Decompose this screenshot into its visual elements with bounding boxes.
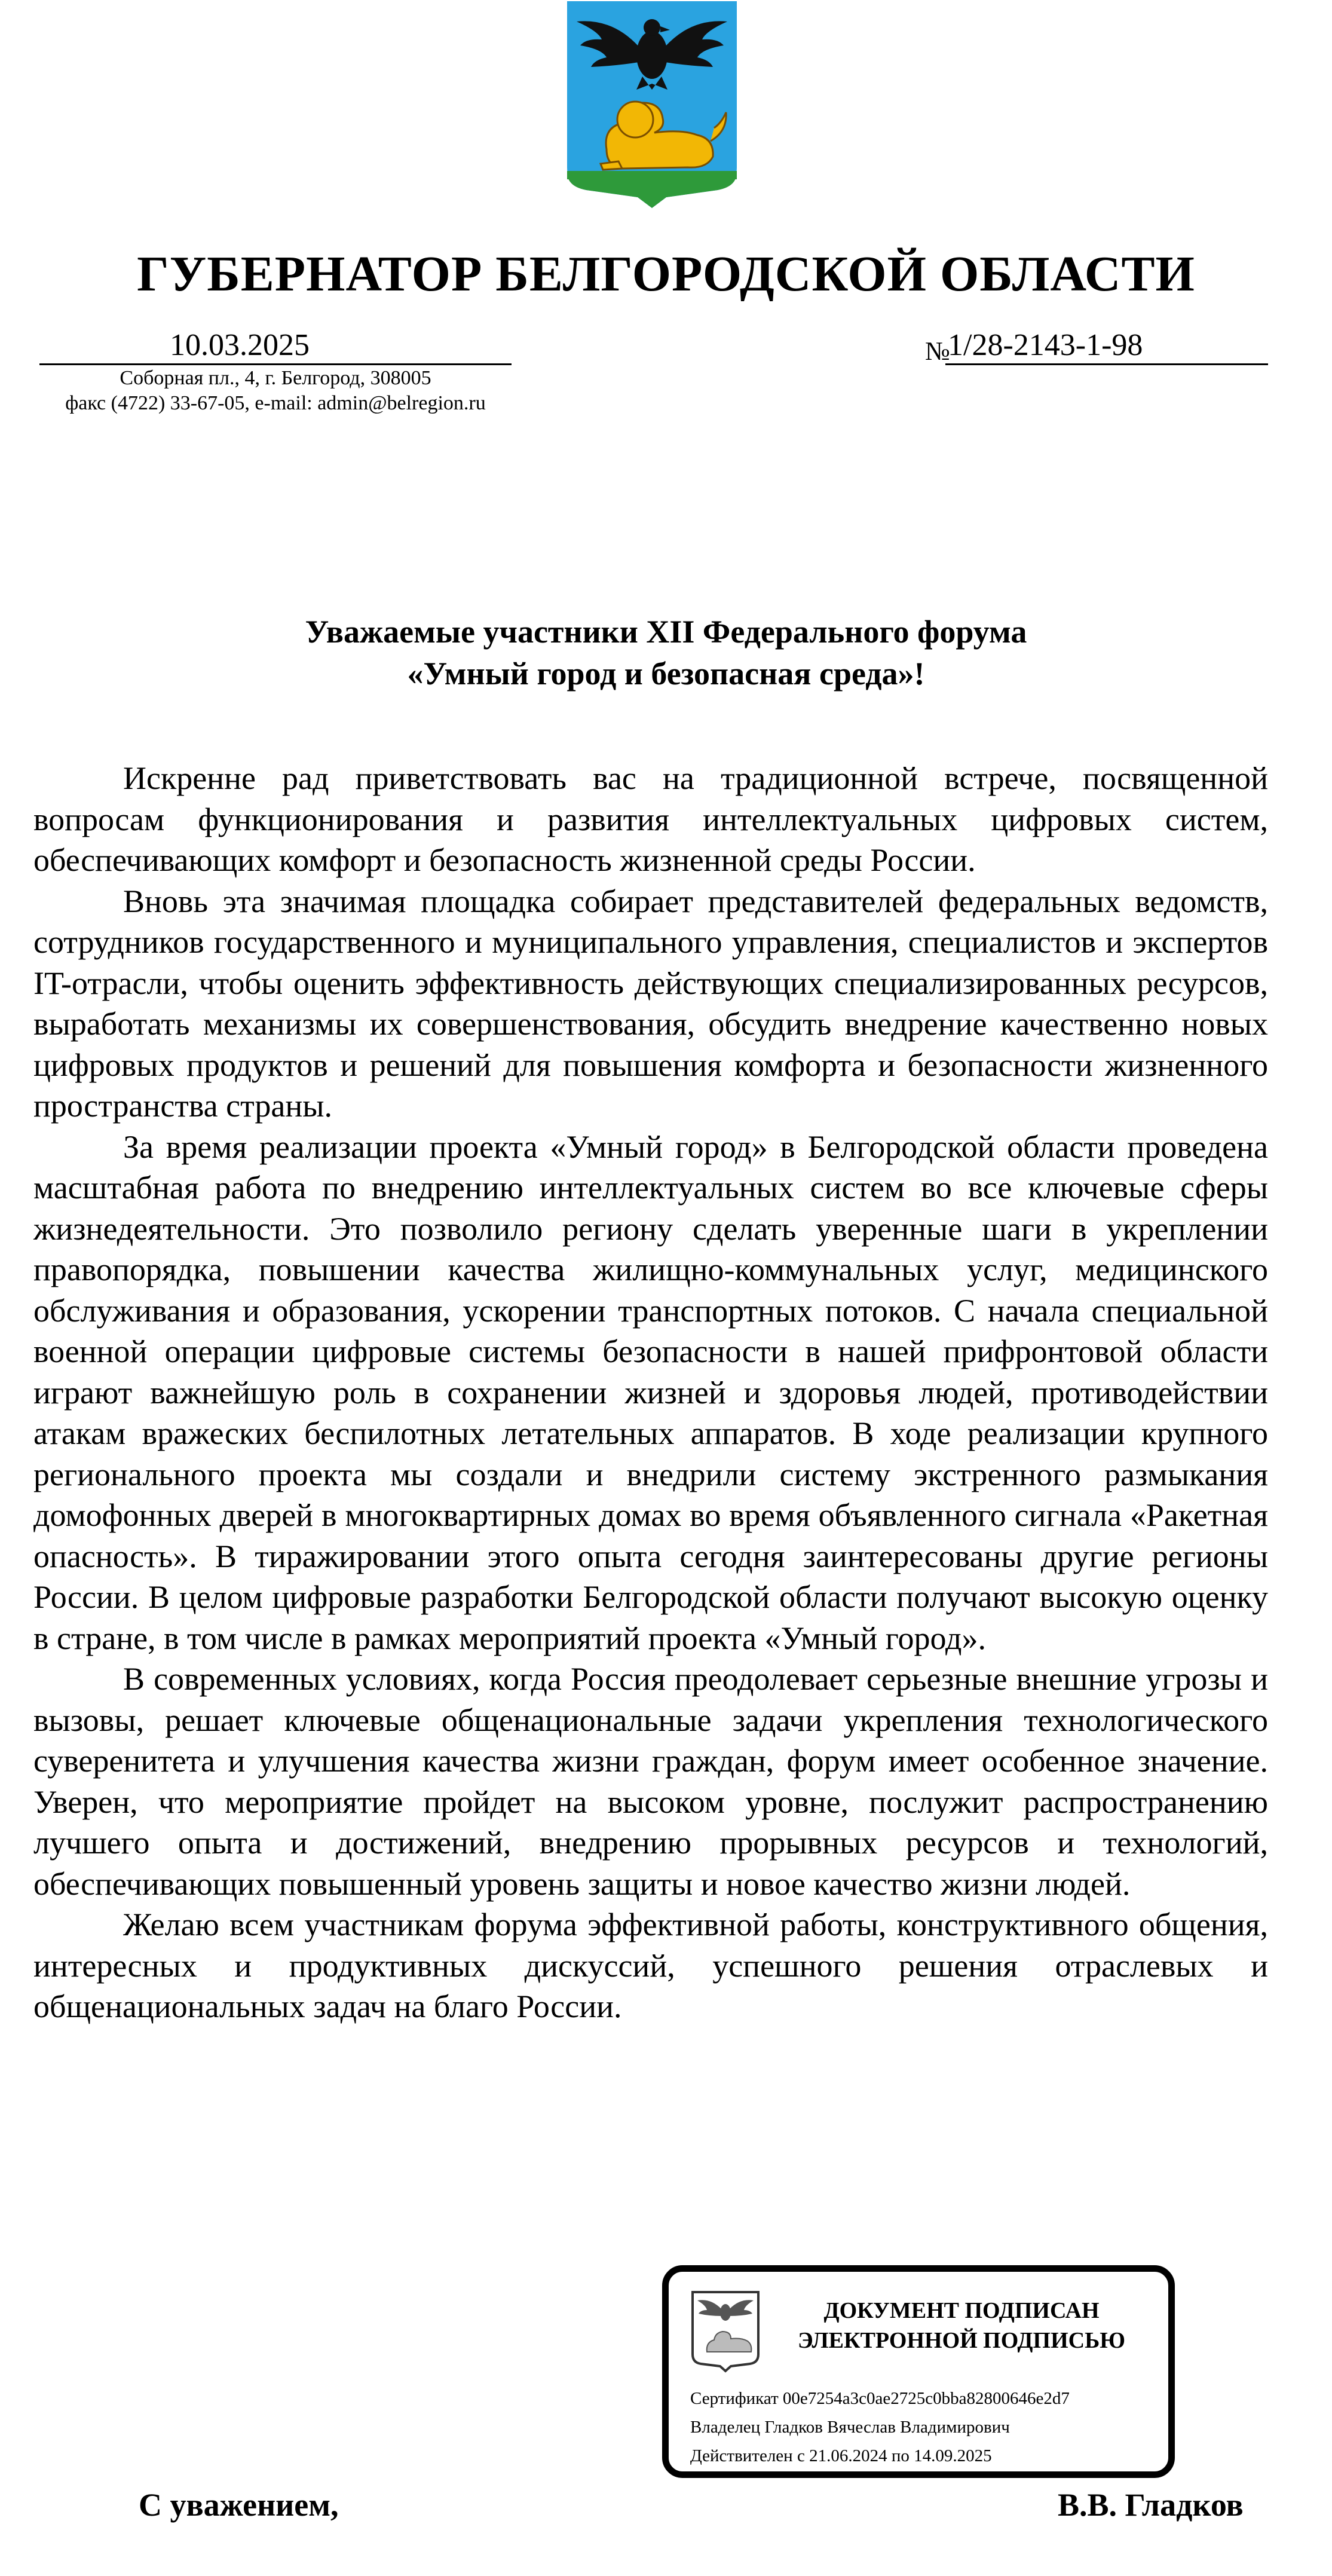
number-label: № xyxy=(925,336,950,366)
address-line: Соборная пл., 4, г. Белгород, 308005 xyxy=(120,367,431,389)
date-field xyxy=(39,328,512,365)
stamp-title xyxy=(770,2296,1153,2355)
greeting-line: Уважаемые участники XII Федерального форума xyxy=(305,614,1027,650)
coat-of-arms-emblem xyxy=(565,0,739,209)
letter-body xyxy=(33,758,1268,2027)
document-date: 10.03.2025 xyxy=(170,328,310,362)
stamp-title-line: ЭЛЕКТРОННОЙ ПОДПИСЬЮ xyxy=(797,2328,1126,2353)
greeting xyxy=(0,611,1332,695)
paragraph: Желаю всем участникам форума эффективной работы, конструктивного общения, интересных и продуктивных дискуссий, успешного решения отраслевых и общенациональных задач на благо России. xyxy=(33,1907,1268,2024)
certificate-line: Сертификат 00e7254a3c0ae2725c0bba82800646e2d7 xyxy=(690,2389,1070,2408)
closing-phrase: С уважением, xyxy=(139,2487,339,2523)
paragraph: В современных условиях, когда Россия преодолевает серьезные внешние угрозы и вызовы, решает ключевые общенациональные задачи укрепления технологического суверенитета и улучшения качества жизни граждан, форум имеет особенное значение. Уверен, что мероприятие пройдет на высоком уровне, послужит распространению лучшего опыта и достижений, внедрению прорывных ресурсов и технологий, обеспечивающих повышенный уровень защиты и новое качество жизни людей. xyxy=(33,1661,1268,1902)
stamp-emblem-icon xyxy=(690,2290,761,2373)
validity-line: Действителен с 21.06.2024 по 14.09.2025 xyxy=(690,2446,992,2465)
electronic-signature-stamp xyxy=(662,2265,1175,2478)
paragraph: Вновь эта значимая площадка собирает представителей федеральных ведомств, сотрудников государственного и муниципального управления, специалистов и экспертов IT-отрасли, чтобы оценить эффективность действующих специализированных ресурсов, выработать механизмы их совершенствования, обсудить внедрение качественно новых цифровых продуктов и решений для повышения комфорта и безопасности жизненного пространства страны. xyxy=(33,883,1268,1124)
paragraph: За время реализации проекта «Умный город» в Белгородской области проведена масштабная работа по внедрению интеллектуальных систем во все ключевые сферы жизнедеятельности. Это позволило региону сделать уверенные шаги в укреплении правопорядка, повышении качества жилищно-коммунальных услуг, медицинского обслуживания и образования, ускорении транспортных потоков. С начала специальной военной операции цифровые системы безопасности в нашей прифронтовой области играют важнейшую роль в сохранении жизней и здоровья людей, противодействии атакам вражеских беспилотных летательных аппаратов. В ходе реализации крупного регионального проекта мы создали и внедрили систему экстренного размыкания домофонных дверей в многоквартирных домах во время объявленного сигнала «Ракетная опасность». В тиражировании этого опыта сегодня заинтересованы другие регионы России. В целом цифровые разработки Белгородской области получают высокую оценку в стране, в том числе в рамках мероприятий проекта «Умный город». xyxy=(33,1128,1268,1656)
greeting-line: «Умный город и безопасная среда»! xyxy=(407,656,925,692)
paragraph: Искренне рад приветствовать вас на традиционной встрече, посвященной вопросам функционирования и развития интеллектуальных цифровых систем, обеспечивающих комфорт и безопасность жизненной среды России. xyxy=(33,760,1268,878)
signer-name: В.В. Гладков xyxy=(1058,2487,1244,2523)
document-title: ГУБЕРНАТОР БЕЛГОРОДСКОЙ ОБЛАСТИ xyxy=(137,246,1195,302)
stamp-title-line: ДОКУМЕНТ ПОДПИСАН xyxy=(823,2298,1100,2323)
owner-line: Владелец Гладков Вячеслав Владимирович xyxy=(690,2418,1010,2437)
number-field xyxy=(945,328,1268,365)
contact-line: факс (4722) 33-67-05, e-mail: admin@belregion.ru xyxy=(65,392,486,414)
document-number: 1/28-2143-1-98 xyxy=(948,328,1143,362)
